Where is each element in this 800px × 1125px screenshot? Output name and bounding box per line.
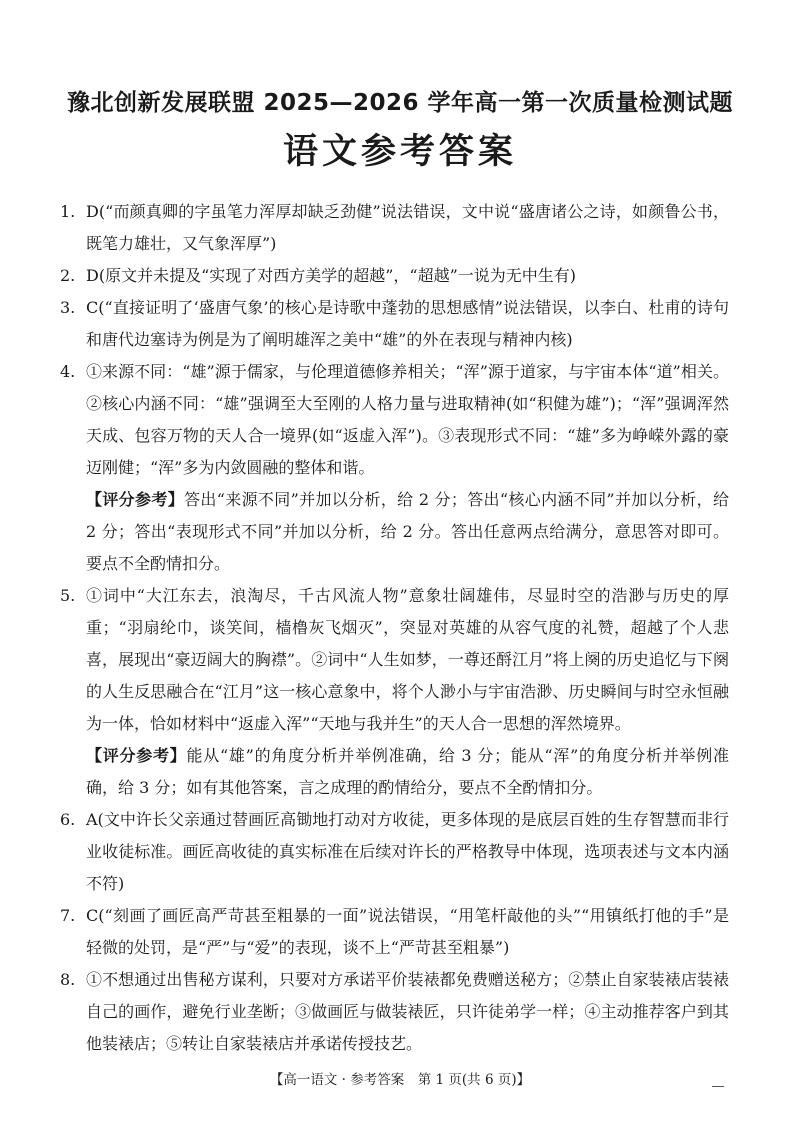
answer-list [60, 196, 729, 1060]
answer-number: 4. [60, 362, 76, 381]
corner-mark [712, 1086, 724, 1087]
answer-text: ①词中“大江东去，浪淘尽，千古风流人物”意象壮阔雄伟，尽显时空的浩渺与历史的厚重；“羽扇纶巾，谈笑间，樯橹灰飞烟灭”，突显对英雄的从容气度的礼赞，超越了个人悲喜，展现出“豪迈阔大的胸襟”。②词中“人生如梦，一尊还酹江月”将上阕的历史追忆与下阕的人生反思融合在“江月”这一核心意象中，将个人渺小与宇宙浩渺、历史瞬间与时空永恒融为一体，恰如材料中“返虚入浑”“天地与我并生”的天人合一思想的浑然境界。 [86, 586, 729, 733]
scoring-note-text: 能从“雄”的角度分析并举例准确，给 3 分；能从“浑”的角度分析并举例准确，给 3 分；如有其他答案，言之成理的酌情给分，要点不全酌情扣分。 [86, 746, 729, 797]
page-title: 语文参考答案 [282, 132, 517, 172]
page-footer: 【高一语文 · 参考答案 第 1 页(共 6 页)】 [269, 1072, 531, 1088]
answer-text: ①不想通过出售秘方谋利，只要对方承诺平价装裱都免费赠送秘方；②禁止自家装裱店装裱自己的画作，避免行业垄断；③做画匠与做装裱匠，只许徒弟学一样；④主动推荐客户到其他装裱店；⑤转让自家装裱店并承诺传授技艺。 [86, 970, 729, 1053]
answer-number: 1. [60, 202, 76, 221]
answer-item-7 [60, 900, 729, 964]
answer-number: 3. [60, 298, 76, 317]
answer-item-3 [60, 292, 729, 356]
answer-item-6 [60, 804, 729, 900]
scoring-note-label: 【评分参考】 [86, 490, 185, 509]
answer-number: 8. [60, 970, 76, 989]
scoring-note-5 [74, 740, 729, 804]
answer-item-2 [60, 260, 729, 292]
answer-number: 2. [60, 266, 76, 285]
answer-text: A(文中许长父亲通过替画匠高锄地打动对方收徒，更多体现的是底层百姓的生存智慧而非行业收徒标准。画匠高收徒的真实标准在后续对许长的严格教导中体现，选项表述与文本内涵不符) [86, 810, 729, 893]
answer-item-5 [60, 580, 729, 740]
answer-item-8 [60, 964, 729, 1060]
answer-text: ①来源不同：“雄”源于儒家，与伦理道德修养相关；“浑”源于道家，与宇宙本体“道”相关。②核心内涵不同：“雄”强调至大至刚的人格力量与进取精神(如“积健为雄”)；“浑”强调浑然天成、包容万物的天人合一境界(如“返虚入浑”)。③表现形式不同：“雄”多为峥嵘外露的豪迈刚健；“浑”多为内敛圆融的整体和谐。 [86, 362, 729, 477]
answer-item-4 [60, 356, 729, 484]
answer-number: 7. [60, 906, 76, 925]
answer-text: C(“刻画了画匠高严苛甚至粗暴的一面”说法错误，“用笔杆敲他的头”“用镇纸打他的手”是轻微的处罚，是“严”与“爱”的表现，谈不上“严苛甚至粗暴”) [86, 906, 729, 957]
answer-item-1 [60, 196, 729, 260]
scoring-note-4 [74, 484, 729, 580]
scoring-note-label: 【评分参考】 [86, 746, 187, 765]
answer-text: D(原文并未提及“实现了对西方美学的超越”，“超越”一说为无中生有) [86, 266, 577, 285]
answer-number: 5. [60, 586, 76, 605]
scoring-note-text: 答出“来源不同”并加以分析，给 2 分；答出“核心内涵不同”并加以分析，给 2 分；答出“表现形式不同”并加以分析，给 2 分。答出任意两点给满分，意思答对即可。要点不全酌情扣分。 [86, 490, 729, 573]
answer-number: 6. [60, 810, 76, 829]
exam-title: 豫北创新发展联盟 2025—2026 学年高一第一次质量检测试题 [66, 90, 734, 116]
answer-text: D(“而颜真卿的字虽笔力浑厚却缺乏劲健”说法错误，文中说“盛唐诸公之诗，如颜鲁公书，既笔力雄壮，又气象浑厚”) [86, 202, 729, 253]
answer-text: C(“直接证明了‘盛唐气象’的核心是诗歌中蓬勃的思想感情”说法错误，以李白、杜甫的诗句和唐代边塞诗为例是为了阐明雄浑之美中“雄”的外在表现与精神内核) [86, 298, 729, 349]
